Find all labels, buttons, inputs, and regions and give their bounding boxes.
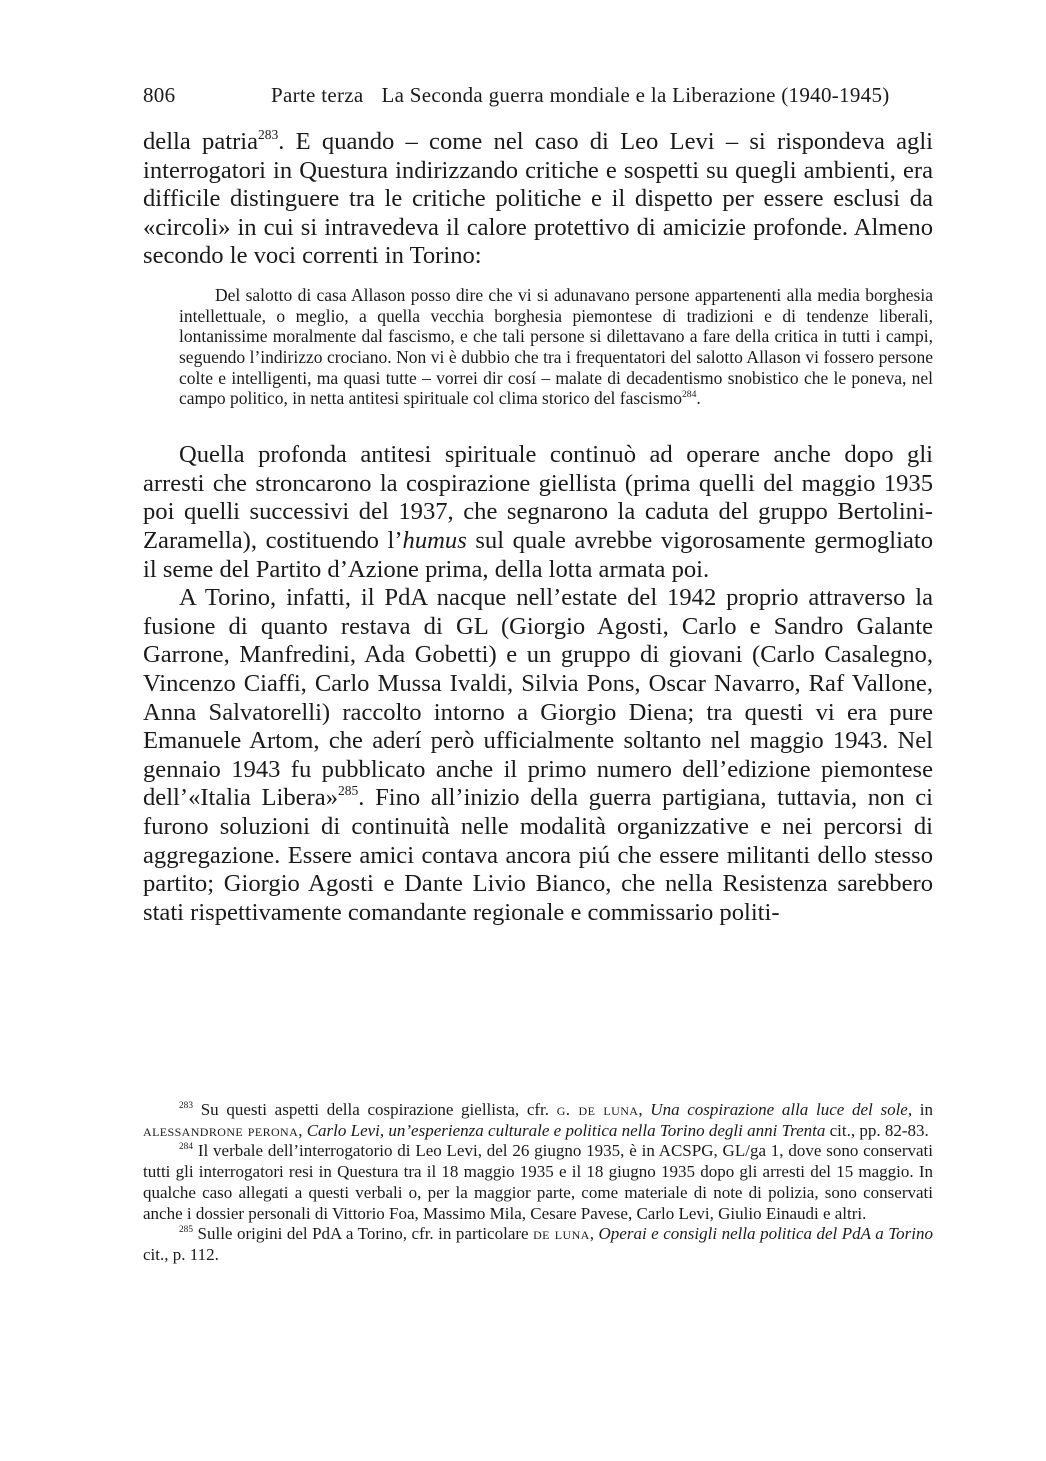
footnote-number: 285 xyxy=(179,1225,194,1236)
work-title: Carlo Levi, un’esperienza culturale e politica nella Torino degli anni Trenta xyxy=(306,1120,826,1140)
author-name: g. de luna xyxy=(556,1100,639,1119)
running-header xyxy=(143,83,933,108)
paragraph-2-text-b: sul quale avrebbe vigorosamente germogliato il seme del Partito d’Azione prima, della lotta armata poi. xyxy=(143,526,934,583)
footnote-text: cit., p. 112. xyxy=(143,1244,219,1264)
footnote-number: 283 xyxy=(179,1101,194,1111)
footnote-text: cit., pp. 82-83. xyxy=(825,1120,929,1140)
footnote-284 xyxy=(143,1141,933,1224)
author-name: alessandrone perona xyxy=(143,1120,299,1140)
footnote-text: Il verbale dell’interrogatorio di Leo Levi, del 26 giugno 1935, è in ACSPG, GL/ga 1, dove sono conservati tutti gli interrogatori resi in Questura tra il 18 maggio 1935 e il 18 giugno 1935 dopo gli arresti del 15 maggio. In qualche caso allegati a questi verbali o, per la maggior parte, come materiale di note di polizia, sono conservati anche i dossier personali di Vittorio Foa, Massimo Mila, Cesare Pavese, Carlo Levi, Giulio Einaudi e altri. xyxy=(143,1141,933,1223)
work-title: Operai e consigli nella politica del PdA a Torino xyxy=(598,1224,933,1244)
main-text xyxy=(143,128,933,927)
quote-text: Del salotto di casa Allason posso dire che vi si adunavano persone appartenenti alla media borghesia intellettuale, o meglio, a quella vecchia borghesia piemontese di tradizioni e di tendenze liberali, lontanissime moralmente dal fascismo, e che tali persone si dilettavano a fare della critica in tutti i campi, seguendo l’indirizzo crociano. Non vi è dubbio che tra i frequentatori del salotto Allason vi fossero persone colte e intelligenti, ma quasi tutte – vorrei dir cosí – malate di decadentismo snobistico che le poneva, nel campo politico, in netta antitesi spirituale col clima storico del fascismo xyxy=(179,284,933,409)
section-title: La Seconda guerra mondiale e la Liberazione (1940-1945) xyxy=(381,83,890,107)
paragraph-3-text-b: . Fino all’inizio della guerra partigiana, tuttavia, non ci furono soluzioni di continuità nelle modalità organizzative e nei percorsi di aggregazione. Essere amici contava ancora piú che essere militanti dello stesso partito; Giorgio Agosti e Dante Livio Bianco, che nella Resistenza sarebbero stati rispettivamente comandante regionale e commissario politi- xyxy=(143,784,933,926)
quote-end: . xyxy=(696,388,701,409)
block-quote xyxy=(179,285,933,409)
footnote-ref-284: 284 xyxy=(682,389,697,401)
paragraph-3-text-a: A Torino, infatti, il PdA nacque nell’estate del 1942 proprio attraverso la fusione di quanto restava di GL (Giorgio Agosti, Carlo e Sandro Galante Garrone, Manfredini, Ada Gobetti) e un gruppo di giovani (Carlo Casalegno, Vincenzo Ciaffi, Carlo Mussa Ivaldi, Silvia Pons, Oscar Navarro, Raf Vallone, Anna Salvatorelli) raccolto intorno a Giorgio Diena; tra questi vi era pure Emanuele Artom, che aderí però ufficialmente soltanto nel maggio 1943. Nel gennaio 1943 fu pubblicato anche il primo numero dell’edizione piemontese dell’«Italia Libera» xyxy=(143,584,933,812)
paragraph-2 xyxy=(143,441,933,584)
footnote-text: Su questi aspetti della cospirazione giellista, cfr. xyxy=(193,1100,557,1119)
paragraph-1-text-a: della patria xyxy=(143,128,259,155)
footnote-text: , xyxy=(638,1100,651,1119)
part-label: Parte terza xyxy=(271,83,364,107)
footnote-number: 284 xyxy=(179,1142,194,1153)
footnote-text: , xyxy=(298,1120,307,1140)
paragraph-1 xyxy=(143,128,933,271)
italic-term: humus xyxy=(402,526,467,554)
footnote-text: , in xyxy=(907,1100,934,1119)
footnote-ref-285: 285 xyxy=(338,783,359,799)
paragraph-3 xyxy=(143,584,933,927)
footnote-text: , xyxy=(589,1224,599,1244)
footnote-285 xyxy=(143,1224,933,1265)
footnote-ref-283: 283 xyxy=(258,126,279,142)
author-name: de luna xyxy=(533,1224,590,1244)
paragraph-2-text-a: Quella profonda antitesi spirituale continuò ad operare anche dopo gli arresti che stroncarono la cospirazione giellista (prima quelli del maggio 1935 poi quelli successivi del 1937, che segnarono la caduta del gruppo Bertolini-Zaramella), costituendo l’ xyxy=(143,441,933,554)
quote-paragraph xyxy=(179,285,933,409)
footnotes xyxy=(143,1100,933,1266)
paragraph-1-text-b: . E quando – come nel caso di Leo Levi – si rispondeva agli interrogatori in Questura indirizzando critiche e sospetti su quegli ambienti, era difficile distinguere tra le critiche politiche e il dispetto per essere esclusi da «circoli» in cui si intravedeva il calore protettivo di amicizie profonde. Almeno secondo le voci correnti in Torino: xyxy=(143,128,933,270)
work-title: Una cospirazione alla luce del sole xyxy=(650,1100,908,1119)
footnote-283 xyxy=(143,1100,933,1141)
page-number: 806 xyxy=(143,83,176,107)
footnote-text: Sulle origini del PdA a Torino, cfr. in particolare xyxy=(193,1224,534,1244)
